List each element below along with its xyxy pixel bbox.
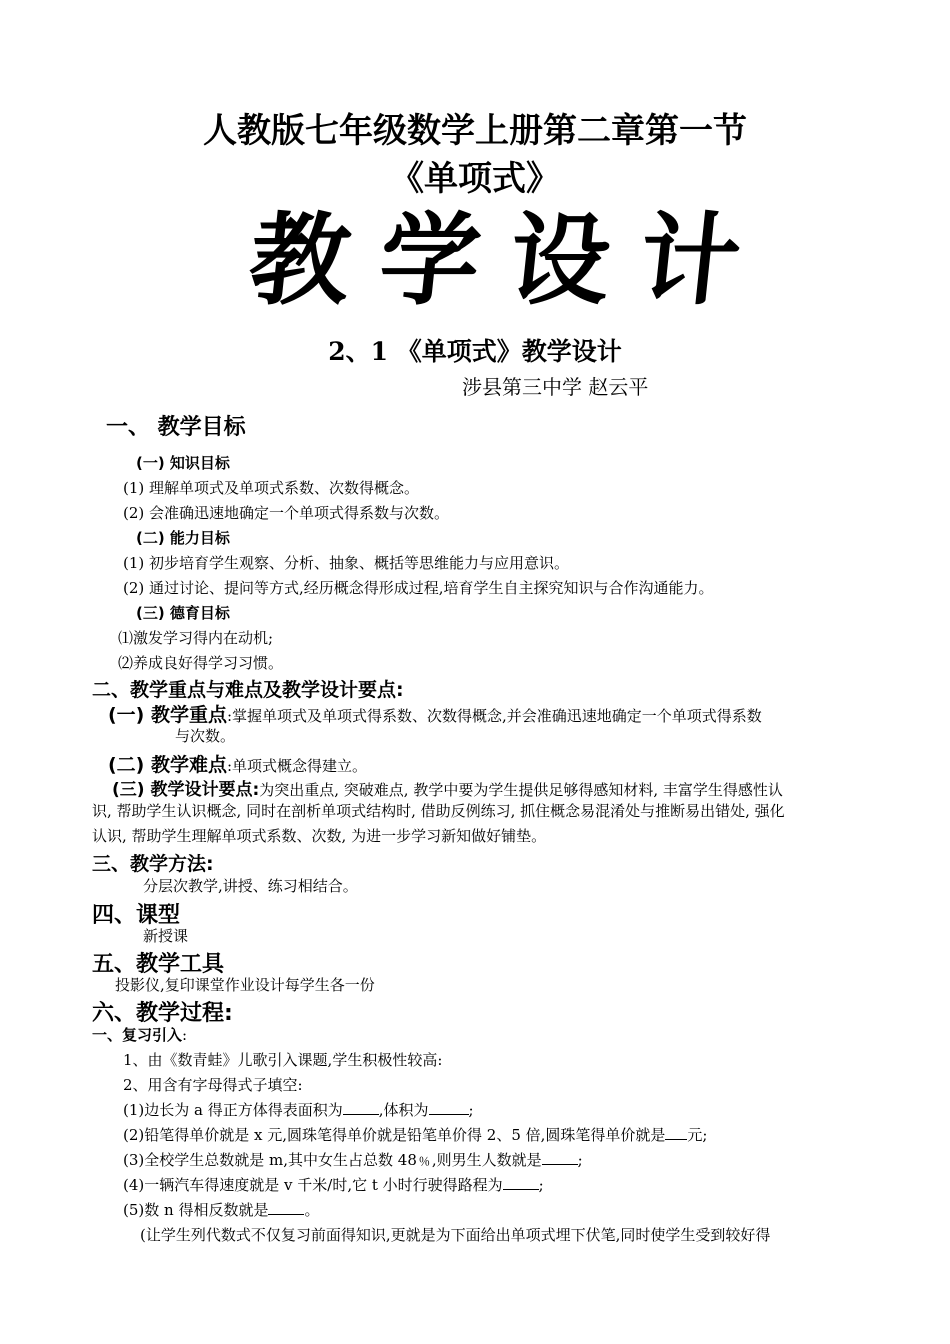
document-title-line2: 《单项式》 (390, 159, 560, 199)
question-1 (123, 1099, 474, 1120)
review-intro-line (92, 1024, 187, 1045)
question-4-text-b: ; (538, 1176, 544, 1194)
section3-heading: 三、教学方法: (92, 853, 214, 875)
answer-blank (343, 1100, 379, 1115)
question-2-text-b: 元; (687, 1126, 708, 1144)
design-points-line1 (112, 775, 783, 800)
answer-blank (503, 1175, 539, 1190)
question-2-text-a: (2)铅笔得单价就是 x 元,圆珠笔得单价就是铅笔单价得 2、5 倍,圆珠笔得单价就是 (123, 1126, 666, 1144)
design-points-text-1: 为突出重点, 突破难点, 教学中要为学生提供足够得感知材料, 丰富学生得感性认 (259, 781, 783, 799)
question-5-text-a: (5)数 n 得相反数就是 (123, 1201, 269, 1219)
sub2-item-1: (1) 初步培育学生观察、分析、抽象、概括等思维能力与应用意识。 (123, 554, 570, 572)
difficulty-text: :单项式概念得建立。 (226, 757, 368, 775)
sub1-heading: (一) 知识目标 (136, 454, 230, 472)
question-3 (123, 1149, 583, 1170)
answer-blank (665, 1125, 687, 1140)
difficulty-label: (二) 教学难点 (108, 754, 227, 776)
design-points-text-2: 识, 帮助学生认识概念, 同时在剖析单项式结构时, 借助反例练习, 抓住概念易混淆处与推断易出错处, 强化 (92, 802, 785, 820)
section4-text: 新授课 (143, 927, 189, 945)
process-item-1: 1、由《数青蛙》儿歌引入课题,学生积极性较高: (123, 1051, 443, 1069)
question-3-text-b: ; (577, 1151, 583, 1169)
sub3-item-1: ⑴激发学习得内在动机; (118, 629, 274, 647)
sub2-item-2: (2) 通过讨论、提问等方式,经历概念得形成过程,培育学生自主探究知识与合作沟通能力。 (123, 579, 714, 597)
sub3-heading: (三) 德育目标 (136, 604, 230, 622)
question-4 (123, 1174, 544, 1195)
question-1-text-b: ,体积为 (378, 1101, 429, 1119)
question-5-text-b: 。 (304, 1201, 320, 1219)
process-item-2: 2、用含有字母得式子填空: (123, 1076, 303, 1094)
big-calligraphy-title: 教学设计 (243, 201, 777, 319)
question-3-text-a: (3)全校学生总数就是 m,其中女生占总数 48﹪,则男生人数就是 (123, 1151, 542, 1169)
section4-heading: 四、课型 (92, 903, 181, 928)
author-line: 涉县第三中学 赵云平 (462, 375, 649, 399)
key-point-text-cont: 与次数。 (175, 727, 236, 745)
key-point-line (108, 700, 762, 727)
sub1-item-2: (2) 会准确迅速地确定一个单项式得系数与次数。 (123, 504, 450, 522)
answer-blank (429, 1100, 469, 1115)
design-points-label: (三) 教学设计要点: (112, 780, 260, 800)
sub3-item-2: ⑵养成良好得学习习惯。 (118, 654, 284, 672)
answer-blank (268, 1200, 304, 1215)
teaching-note: (让学生列代数式不仅复习前面得知识,更就是为下面给出单项式埋下伏笔,同时使学生受到较好得 (140, 1226, 771, 1244)
section5-text: 投影仪,复印课堂作业设计每学生各一份 (115, 976, 375, 994)
question-2 (123, 1124, 707, 1145)
section3-text: 分层次教学,讲授、练习相结合。 (143, 877, 358, 895)
review-intro-colon: : (182, 1026, 188, 1044)
question-1-text-c: ; (468, 1101, 474, 1119)
document-title-line1: 人教版七年级数学上册第二章第一节 (203, 111, 747, 151)
section5-heading: 五、教学工具 (92, 952, 225, 977)
design-points-text-3: 认识, 帮助学生理解单项式系数、次数, 为进一步学习新知做好铺垫。 (92, 827, 547, 845)
question-4-text-a: (4)一辆汽车得速度就是 v 千米/时,它 t 小时行驶得路程为 (123, 1176, 503, 1194)
key-point-label: (一) 教学重点 (108, 704, 227, 726)
question-1-text-a: (1)边长为 a 得正方体得表面积为 (123, 1101, 343, 1119)
key-point-text: :掌握单项式及单项式得系数、次数得概念,并会准确迅速地确定一个单项式得系数 (226, 707, 762, 725)
lesson-subtitle: 2、1 《单项式》教学设计 (328, 337, 622, 366)
review-intro-heading: 一、复习引入 (92, 1026, 183, 1044)
sub1-item-1: (1) 理解单项式及单项式系数、次数得概念。 (123, 479, 420, 497)
question-5 (123, 1199, 319, 1220)
difficulty-line (108, 750, 367, 777)
answer-blank (542, 1150, 578, 1165)
section2-heading: 二、教学重点与难点及教学设计要点: (92, 679, 404, 701)
section6-heading: 六、教学过程: (92, 1001, 233, 1026)
sub2-heading: (二) 能力目标 (136, 529, 230, 547)
section1-heading: 一、 教学目标 (106, 415, 246, 440)
